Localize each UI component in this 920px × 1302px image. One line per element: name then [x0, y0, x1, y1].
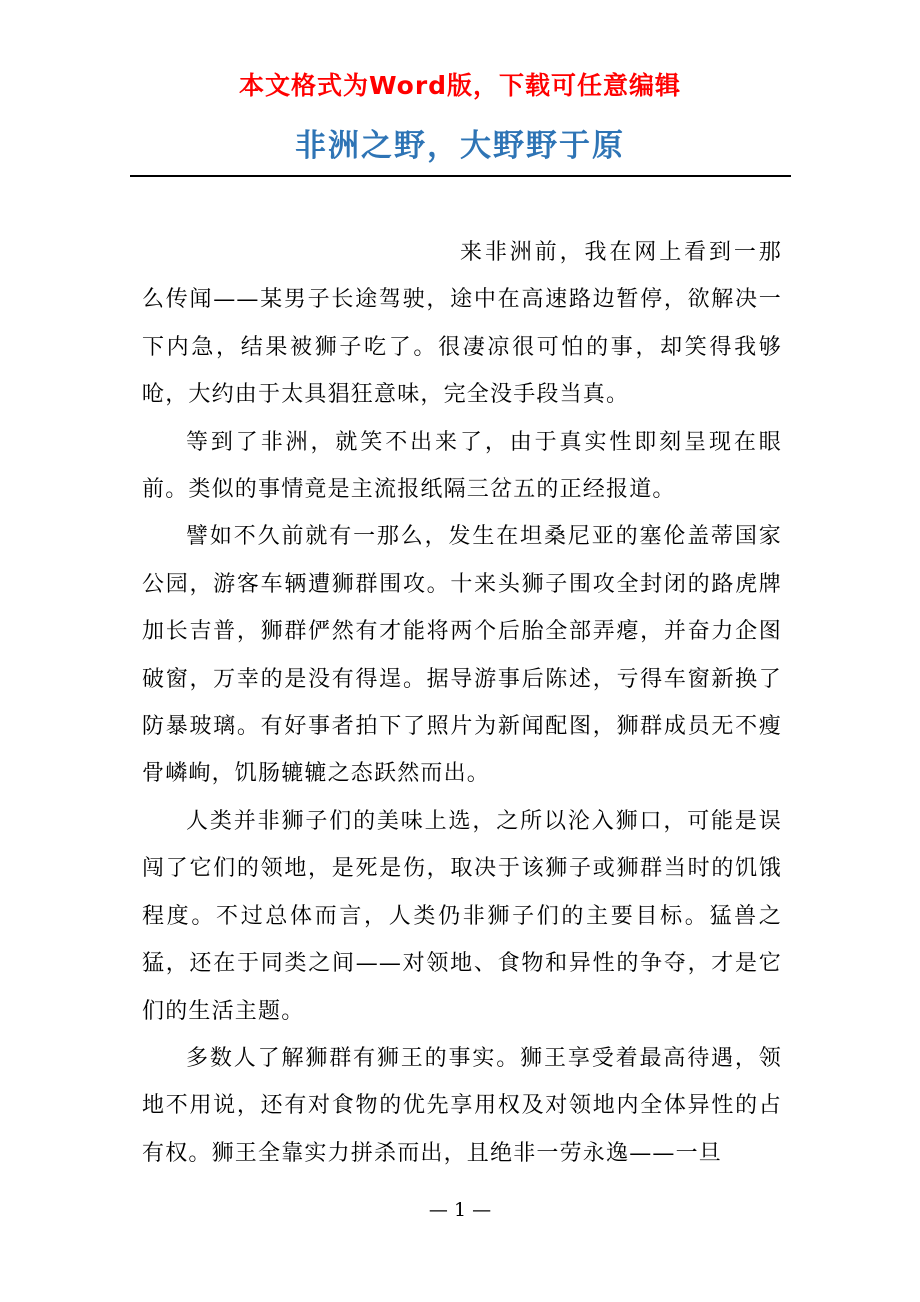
- page-number: — 1 —: [428, 1199, 492, 1221]
- paragraph: 等到了非洲，就笑不出来了，由于真实性即刻呈现在眼前。类似的事情竟是主流报纸隔三岔五的正经报道。: [142, 429, 782, 503]
- paragraph: 人类并非狮子们的美味上选，之所以沦入狮口，可能是误闯了它们的领地，是死是伤，取决于该狮子或狮群当时的饥饿程度。不过总体而言，人类仍非狮子们的主要目标。猛兽之猛，还在于同类之间——对领地、食物和异性的争夺，才是它们的生活主题。: [142, 808, 782, 1024]
- paragraph: 多数人了解狮群有狮王的事实。狮王享受着最高待遇，领地不用说，还有对食物的优先享用权及对领地内全体异性的占有权。狮王全靠实力拼杀而出，且绝非一劳永逸——一旦: [142, 1045, 782, 1166]
- paragraph: 来非洲前，我在网上看到一那么传闻——某男子长途驾驶，途中在高速路边暂停，欲解决一下内急，结果被狮子吃了。很凄凉很可怕的事，却笑得我够呛，大约由于太具猖狂意味，完全没手段当真。: [142, 240, 782, 408]
- download-banner: 本文格式为Word版，下载可任意编辑: [238, 71, 682, 100]
- title-divider: [130, 175, 791, 177]
- paragraph: 譬如不久前就有一那么，发生在坦桑尼亚的塞伦盖蒂国家公园，游客车辆遭狮群围攻。十来头狮子围攻全封闭的路虎牌加长吉普，狮群俨然有才能将两个后胎全部弄瘪，并奋力企图破窗，万幸的是没有得逞。据导游事后陈述，亏得车窗新换了防暴玻璃。有好事者拍下了照片为新闻配图，狮群成员无不瘦骨嶙峋，饥肠辘辘之态跃然而出。: [142, 524, 782, 787]
- article-title: 非洲之野，大野野于原: [295, 128, 625, 164]
- article-body: [142, 229, 782, 1177]
